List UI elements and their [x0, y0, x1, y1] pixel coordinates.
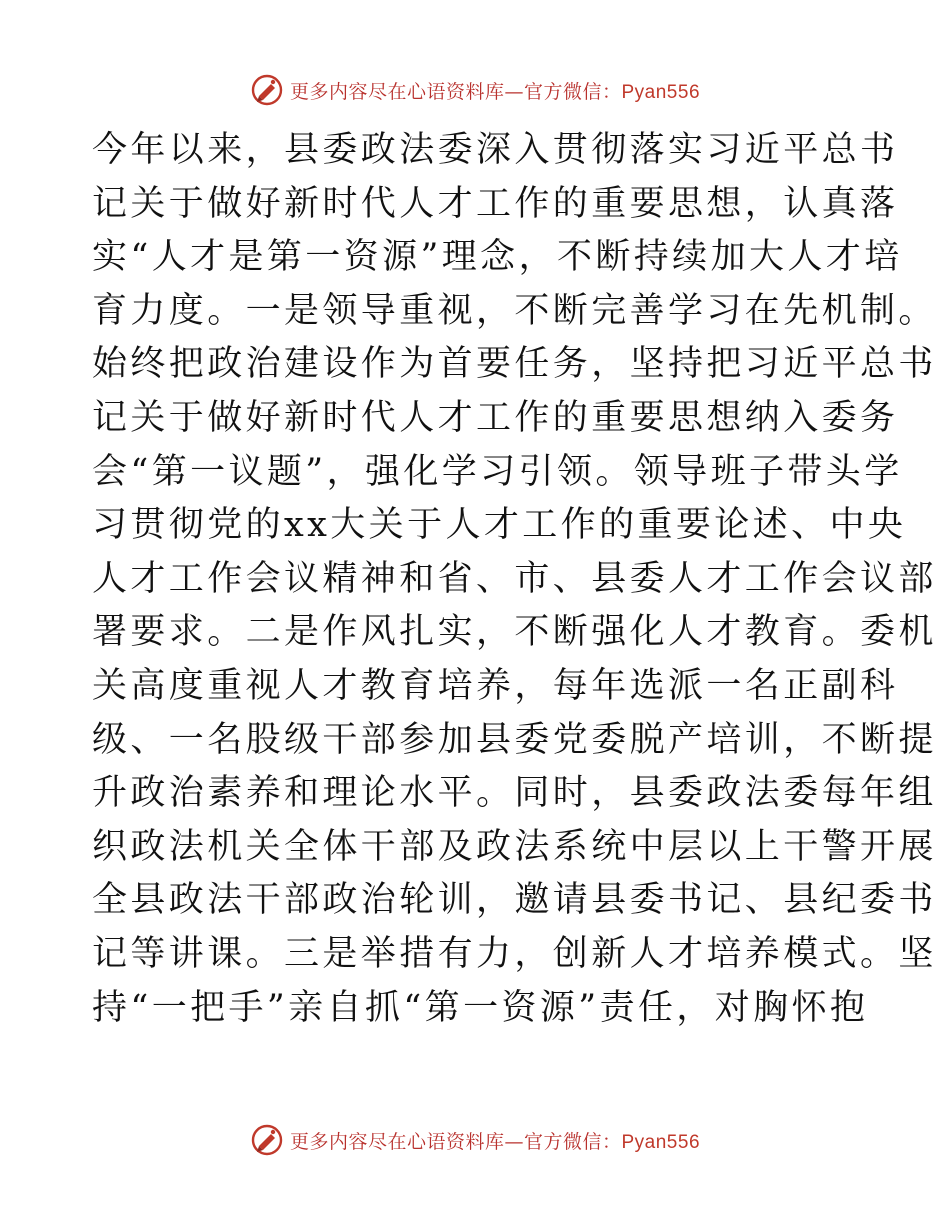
footer-banner-text	[290, 1127, 700, 1154]
logo-icon	[250, 73, 284, 107]
body-line: 实“人才是第一资源”理念，不断持续加大人才培	[92, 237, 903, 278]
body-line: 今年以来，县委政法委深入贯彻落实习近平总书	[92, 130, 899, 170]
footer-banner-label: 更多内容尽在心语资料库—官方微信：	[289, 1130, 622, 1153]
body-line: 会“第一议题”，强化学习引领。领导班子带头学	[92, 451, 903, 492]
footer-banner	[0, 1120, 950, 1160]
body-line: 始终把政治建设作为首要任务，坚持把习近平总书	[92, 344, 937, 385]
body-line: 升政治素养和理论水平。同时，县委政法委每年组	[92, 773, 937, 814]
footer-wechat-id: Pyan556	[621, 1131, 701, 1153]
body-line: 持“一把手”亲自抓“第一资源”责任，对胸怀抱	[92, 987, 869, 1028]
header-banner-text	[290, 77, 700, 104]
body-line: 全县政法干部政治轮训，邀请县委书记、县纪委书	[92, 880, 937, 921]
body-line: 关高度重视人才教育培养，每年选派一名正副科	[92, 665, 899, 706]
body-line: 署要求。二是作风扎实，不断强化人才教育。委机	[92, 612, 937, 653]
logo-icon	[250, 1123, 284, 1157]
body-line: 人才工作会议精神和省、市、县委人才工作会议部	[92, 558, 937, 599]
header-banner-label: 更多内容尽在心语资料库—官方微信：	[289, 80, 622, 103]
body-line: 育力度。一是领导重视，不断完善学习在先机制。	[92, 290, 937, 331]
body-line: 记关于做好新时代人才工作的重要思想纳入委务	[92, 397, 899, 438]
body-line: 记等讲课。三是举措有力，创新人才培养模式。坚	[92, 933, 937, 974]
body-line: 织政法机关全体干部及政法系统中层以上干警开展	[92, 826, 937, 867]
body-line: 级、一名股级干部参加县委党委脱产培训，不断提	[92, 719, 937, 760]
body-line: 习贯彻党的xx大关于人才工作的重要论述、中央	[92, 505, 907, 546]
header-wechat-id: Pyan556	[621, 81, 701, 103]
header-banner	[0, 70, 950, 110]
body-line: 记关于做好新时代人才工作的重要思想，认真落	[92, 183, 899, 224]
body-paragraph	[92, 124, 937, 1035]
